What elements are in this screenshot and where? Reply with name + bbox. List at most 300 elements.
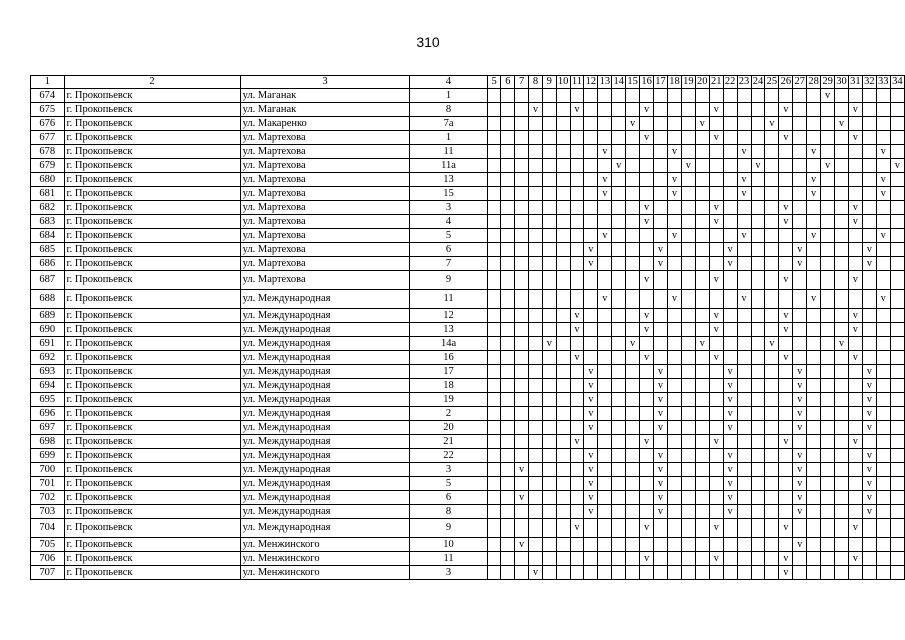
empty-cell (626, 271, 640, 290)
row-number: 697 (31, 421, 65, 435)
empty-cell (709, 257, 723, 271)
empty-cell (821, 290, 835, 309)
empty-cell (835, 187, 849, 201)
empty-cell (876, 552, 890, 566)
empty-cell (640, 449, 654, 463)
mark-cell: v (709, 323, 723, 337)
empty-cell (556, 173, 570, 187)
mark-cell: v (570, 323, 584, 337)
house-cell: 18 (410, 379, 487, 393)
empty-cell (737, 117, 751, 131)
empty-cell (501, 463, 515, 477)
mark-cell: v (529, 566, 543, 580)
empty-cell (501, 131, 515, 145)
empty-cell (667, 435, 681, 449)
mark-cell: v (862, 449, 876, 463)
mark-cell: v (709, 435, 723, 449)
mark-cell: v (862, 393, 876, 407)
house-cell: 14а (410, 337, 487, 351)
street-cell: ул. Международная (240, 505, 410, 519)
empty-cell (765, 243, 779, 257)
column-header: 14 (613, 76, 624, 87)
empty-cell (709, 117, 723, 131)
house-cell: 3 (410, 201, 487, 215)
empty-cell (667, 159, 681, 173)
empty-cell (654, 435, 668, 449)
empty-cell (890, 215, 904, 229)
empty-cell (890, 243, 904, 257)
house-cell: 12 (410, 309, 487, 323)
city-cell: г. Прокопьевск (64, 407, 240, 421)
empty-cell (556, 103, 570, 117)
column-header: 34 (892, 76, 903, 87)
mark-cell: v (584, 393, 598, 407)
empty-cell (695, 519, 709, 538)
empty-cell (667, 407, 681, 421)
empty-cell (487, 505, 501, 519)
mark-cell: v (862, 257, 876, 271)
mark-cell: v (654, 477, 668, 491)
mark-cell: v (584, 477, 598, 491)
empty-cell (890, 407, 904, 421)
empty-cell (848, 173, 862, 187)
empty-cell (598, 159, 612, 173)
empty-cell (751, 538, 765, 552)
empty-cell (640, 365, 654, 379)
empty-cell (542, 103, 556, 117)
empty-cell (793, 215, 807, 229)
empty-cell (487, 117, 501, 131)
empty-cell (695, 271, 709, 290)
empty-cell (487, 477, 501, 491)
empty-cell (515, 173, 529, 187)
empty-cell (501, 421, 515, 435)
mark-cell: v (848, 271, 862, 290)
empty-cell (667, 309, 681, 323)
table-row (31, 229, 905, 243)
empty-cell (681, 89, 695, 103)
empty-cell (695, 215, 709, 229)
empty-cell (835, 201, 849, 215)
empty-cell (612, 131, 626, 145)
empty-cell (835, 309, 849, 323)
empty-cell (515, 145, 529, 159)
empty-cell (835, 229, 849, 243)
mark-cell: v (848, 435, 862, 449)
empty-cell (584, 215, 598, 229)
empty-cell (835, 323, 849, 337)
mark-cell: v (779, 271, 793, 290)
empty-cell (681, 309, 695, 323)
house-cell: 9 (410, 519, 487, 538)
empty-cell (529, 89, 543, 103)
mark-cell: v (779, 131, 793, 145)
empty-cell (598, 323, 612, 337)
empty-cell (681, 351, 695, 365)
empty-cell (862, 323, 876, 337)
empty-cell (584, 271, 598, 290)
empty-cell (501, 477, 515, 491)
empty-cell (737, 393, 751, 407)
empty-cell (667, 271, 681, 290)
mark-cell: v (640, 351, 654, 365)
empty-cell (626, 421, 640, 435)
empty-cell (807, 407, 821, 421)
empty-cell (835, 257, 849, 271)
empty-cell (723, 337, 737, 351)
empty-cell (835, 519, 849, 538)
empty-cell (709, 187, 723, 201)
empty-cell (695, 309, 709, 323)
mark-cell: v (862, 379, 876, 393)
empty-cell (751, 491, 765, 505)
empty-cell (890, 435, 904, 449)
empty-cell (598, 271, 612, 290)
empty-cell (695, 566, 709, 580)
empty-cell (626, 519, 640, 538)
empty-cell (765, 365, 779, 379)
empty-cell (737, 435, 751, 449)
empty-cell (695, 323, 709, 337)
empty-cell (515, 243, 529, 257)
empty-cell (667, 449, 681, 463)
empty-cell (515, 187, 529, 201)
empty-cell (612, 365, 626, 379)
empty-cell (556, 215, 570, 229)
street-cell: ул. Международная (240, 435, 410, 449)
empty-cell (765, 89, 779, 103)
empty-cell (487, 243, 501, 257)
empty-cell (570, 538, 584, 552)
empty-cell (487, 215, 501, 229)
empty-cell (723, 351, 737, 365)
mark-cell: v (640, 271, 654, 290)
empty-cell (821, 552, 835, 566)
row-number: 682 (31, 201, 65, 215)
empty-cell (821, 407, 835, 421)
mark-cell: v (779, 351, 793, 365)
empty-cell (793, 145, 807, 159)
empty-cell (765, 103, 779, 117)
empty-cell (529, 393, 543, 407)
empty-cell (890, 103, 904, 117)
empty-cell (848, 290, 862, 309)
empty-cell (654, 89, 668, 103)
empty-cell (487, 393, 501, 407)
empty-cell (570, 463, 584, 477)
empty-cell (848, 393, 862, 407)
table-row (31, 337, 905, 351)
empty-cell (570, 407, 584, 421)
mark-cell: v (723, 491, 737, 505)
empty-cell (487, 159, 501, 173)
empty-cell (584, 519, 598, 538)
column-header: 18 (669, 76, 680, 87)
empty-cell (765, 463, 779, 477)
empty-cell (681, 421, 695, 435)
mark-cell: v (862, 505, 876, 519)
mark-cell: v (654, 379, 668, 393)
empty-cell (515, 271, 529, 290)
empty-cell (487, 290, 501, 309)
empty-cell (765, 505, 779, 519)
city-cell: г. Прокопьевск (64, 229, 240, 243)
table-row (31, 552, 905, 566)
mark-cell: v (779, 566, 793, 580)
empty-cell (751, 103, 765, 117)
empty-cell (529, 117, 543, 131)
empty-cell (793, 290, 807, 309)
row-number: 689 (31, 309, 65, 323)
empty-cell (487, 379, 501, 393)
empty-cell (612, 463, 626, 477)
empty-cell (542, 323, 556, 337)
empty-cell (779, 393, 793, 407)
row-number: 692 (31, 351, 65, 365)
empty-cell (751, 552, 765, 566)
empty-cell (681, 229, 695, 243)
mark-cell: v (862, 477, 876, 491)
empty-cell (890, 552, 904, 566)
city-cell: г. Прокопьевск (64, 566, 240, 580)
table-row (31, 173, 905, 187)
empty-cell (640, 379, 654, 393)
empty-cell (556, 566, 570, 580)
empty-cell (862, 229, 876, 243)
mark-cell: v (779, 519, 793, 538)
empty-cell (640, 243, 654, 257)
empty-cell (612, 201, 626, 215)
empty-cell (737, 379, 751, 393)
empty-cell (501, 365, 515, 379)
mark-cell: v (807, 145, 821, 159)
empty-cell (737, 505, 751, 519)
row-number: 702 (31, 491, 65, 505)
empty-cell (556, 337, 570, 351)
empty-cell (807, 89, 821, 103)
empty-cell (598, 477, 612, 491)
empty-cell (821, 131, 835, 145)
empty-cell (835, 393, 849, 407)
empty-cell (821, 351, 835, 365)
empty-cell (723, 215, 737, 229)
empty-cell (529, 159, 543, 173)
empty-cell (848, 505, 862, 519)
empty-cell (501, 566, 515, 580)
table-row (31, 201, 905, 215)
empty-cell (807, 463, 821, 477)
table-row (31, 449, 905, 463)
mark-cell: v (584, 463, 598, 477)
empty-cell (807, 117, 821, 131)
mark-cell: v (584, 449, 598, 463)
empty-cell (695, 145, 709, 159)
empty-cell (487, 407, 501, 421)
empty-cell (835, 365, 849, 379)
empty-cell (890, 309, 904, 323)
empty-cell (542, 491, 556, 505)
house-cell: 17 (410, 365, 487, 379)
empty-cell (848, 538, 862, 552)
mark-cell: v (640, 309, 654, 323)
empty-cell (821, 271, 835, 290)
house-cell: 15 (410, 187, 487, 201)
mark-cell: v (876, 290, 890, 309)
empty-cell (667, 552, 681, 566)
street-cell: ул. Макаренко (240, 117, 410, 131)
empty-cell (890, 290, 904, 309)
empty-cell (821, 393, 835, 407)
empty-cell (779, 187, 793, 201)
empty-cell (515, 393, 529, 407)
empty-cell (598, 491, 612, 505)
empty-cell (570, 187, 584, 201)
empty-cell (612, 477, 626, 491)
empty-cell (654, 351, 668, 365)
mark-cell: v (807, 173, 821, 187)
empty-cell (876, 271, 890, 290)
empty-cell (612, 145, 626, 159)
mark-cell: v (515, 463, 529, 477)
empty-cell (654, 131, 668, 145)
empty-cell (765, 351, 779, 365)
empty-cell (515, 229, 529, 243)
empty-cell (723, 566, 737, 580)
empty-cell (598, 309, 612, 323)
table-row (31, 538, 905, 552)
empty-cell (876, 337, 890, 351)
mark-cell: v (640, 215, 654, 229)
empty-cell (640, 477, 654, 491)
mark-cell: v (709, 351, 723, 365)
empty-cell (654, 201, 668, 215)
column-header: 32 (864, 76, 875, 87)
empty-cell (598, 552, 612, 566)
house-cell: 10 (410, 538, 487, 552)
empty-cell (751, 309, 765, 323)
empty-cell (626, 215, 640, 229)
empty-cell (793, 337, 807, 351)
mark-cell: v (723, 477, 737, 491)
empty-cell (835, 407, 849, 421)
street-cell: ул. Международная (240, 337, 410, 351)
empty-cell (584, 103, 598, 117)
column-header: 10 (557, 76, 569, 87)
house-cell: 11 (410, 145, 487, 159)
empty-cell (890, 491, 904, 505)
mark-cell: v (723, 393, 737, 407)
empty-cell (570, 290, 584, 309)
empty-cell (779, 257, 793, 271)
empty-cell (751, 505, 765, 519)
empty-cell (765, 407, 779, 421)
empty-cell (626, 505, 640, 519)
page-number: 310 (416, 34, 440, 50)
empty-cell (667, 351, 681, 365)
empty-cell (598, 519, 612, 538)
empty-cell (793, 552, 807, 566)
city-cell: г. Прокопьевск (64, 421, 240, 435)
empty-cell (751, 215, 765, 229)
street-cell: ул. Международная (240, 365, 410, 379)
city-cell: г. Прокопьевск (64, 159, 240, 173)
mark-cell: v (667, 290, 681, 309)
table-row (31, 519, 905, 538)
column-header: 33 (878, 76, 889, 87)
mark-cell: v (862, 243, 876, 257)
empty-cell (556, 505, 570, 519)
mark-cell: v (598, 290, 612, 309)
street-cell: ул. Международная (240, 407, 410, 421)
empty-cell (556, 271, 570, 290)
empty-cell (487, 201, 501, 215)
empty-cell (695, 243, 709, 257)
empty-cell (501, 243, 515, 257)
empty-cell (821, 117, 835, 131)
empty-cell (487, 103, 501, 117)
empty-cell (709, 505, 723, 519)
row-number: 690 (31, 323, 65, 337)
mark-cell: v (709, 131, 723, 145)
empty-cell (570, 421, 584, 435)
empty-cell (835, 421, 849, 435)
empty-cell (681, 145, 695, 159)
empty-cell (667, 463, 681, 477)
mark-cell: v (570, 351, 584, 365)
empty-cell (890, 365, 904, 379)
empty-cell (751, 463, 765, 477)
empty-cell (821, 538, 835, 552)
empty-cell (723, 519, 737, 538)
table-row (31, 491, 905, 505)
empty-cell (695, 290, 709, 309)
empty-cell (487, 552, 501, 566)
empty-cell (542, 407, 556, 421)
mark-cell: v (821, 159, 835, 173)
empty-cell (876, 477, 890, 491)
column-header: 27 (794, 76, 805, 87)
mark-cell: v (737, 173, 751, 187)
empty-cell (612, 215, 626, 229)
house-cell: 20 (410, 421, 487, 435)
empty-cell (737, 566, 751, 580)
empty-cell (890, 379, 904, 393)
empty-cell (626, 309, 640, 323)
empty-cell (890, 538, 904, 552)
mark-cell: v (654, 257, 668, 271)
column-header: 29 (822, 76, 833, 87)
empty-cell (570, 229, 584, 243)
empty-cell (598, 257, 612, 271)
empty-cell (862, 552, 876, 566)
mark-cell: v (848, 309, 862, 323)
mark-cell: v (654, 365, 668, 379)
empty-cell (876, 566, 890, 580)
city-cell: г. Прокопьевск (64, 117, 240, 131)
empty-cell (876, 257, 890, 271)
empty-cell (807, 323, 821, 337)
empty-cell (598, 566, 612, 580)
mark-cell: v (848, 351, 862, 365)
street-cell: ул. Международная (240, 519, 410, 538)
empty-cell (876, 519, 890, 538)
empty-cell (737, 257, 751, 271)
city-cell: г. Прокопьевск (64, 449, 240, 463)
column-header: 1 (31, 76, 65, 89)
empty-cell (542, 243, 556, 257)
empty-cell (723, 201, 737, 215)
empty-cell (640, 117, 654, 131)
